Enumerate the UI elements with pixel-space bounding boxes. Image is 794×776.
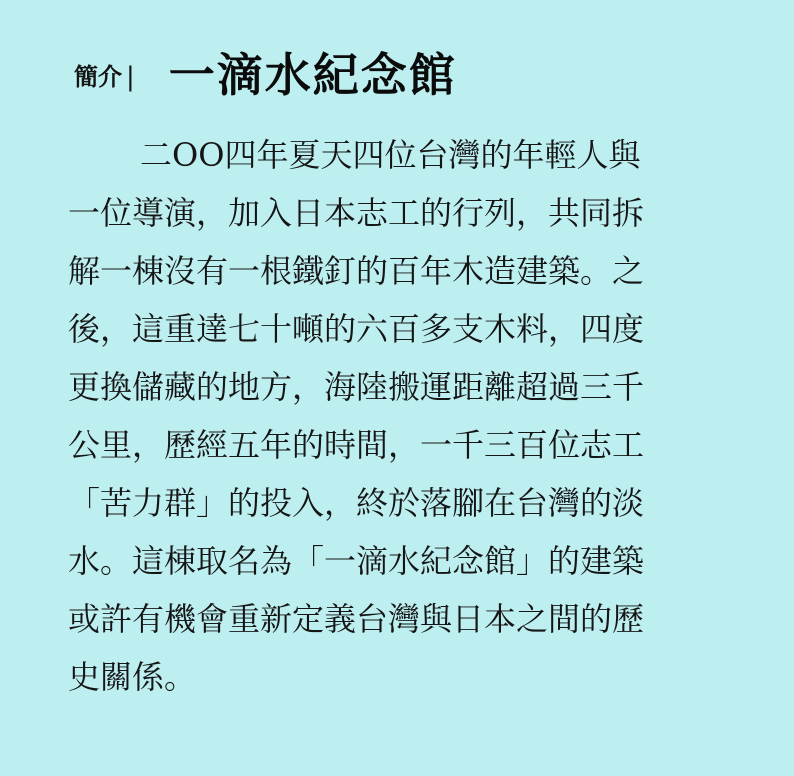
paragraph-line: 一位導演，加入日本志工的行列，共同拆 bbox=[68, 194, 645, 232]
paragraph-line: 解一棟沒有一根鐵釘的百年木造建築。之 bbox=[68, 252, 645, 290]
section-label: 簡介 bbox=[74, 62, 122, 91]
paragraph-line: 或許有機會重新定義台灣與日本之間的歷 bbox=[68, 600, 645, 638]
paragraph-line: 後，這重達七十噸的六百多支木料，四度 bbox=[68, 310, 645, 348]
paragraph-line: 水。這棟取名為「一滴水紀念館」的建築 bbox=[68, 542, 645, 580]
body-paragraph bbox=[68, 126, 748, 706]
document-header bbox=[74, 42, 457, 102]
document-title: 一滴水紀念館 bbox=[168, 48, 457, 102]
paragraph-line: 更換儲藏的地方，海陸搬運距離超過三千 bbox=[68, 368, 645, 406]
paragraph-line: 公里，歷經五年的時間，一千三百位志工 bbox=[68, 426, 645, 464]
paragraph-line: 「苦力群」的投入，終於落腳在台灣的淡 bbox=[68, 484, 645, 522]
header-divider: | bbox=[126, 62, 135, 92]
paragraph-line: 史關係。 bbox=[68, 658, 197, 696]
paragraph-line: 二OO四年夏天四位台灣的年輕人與 bbox=[140, 136, 641, 174]
